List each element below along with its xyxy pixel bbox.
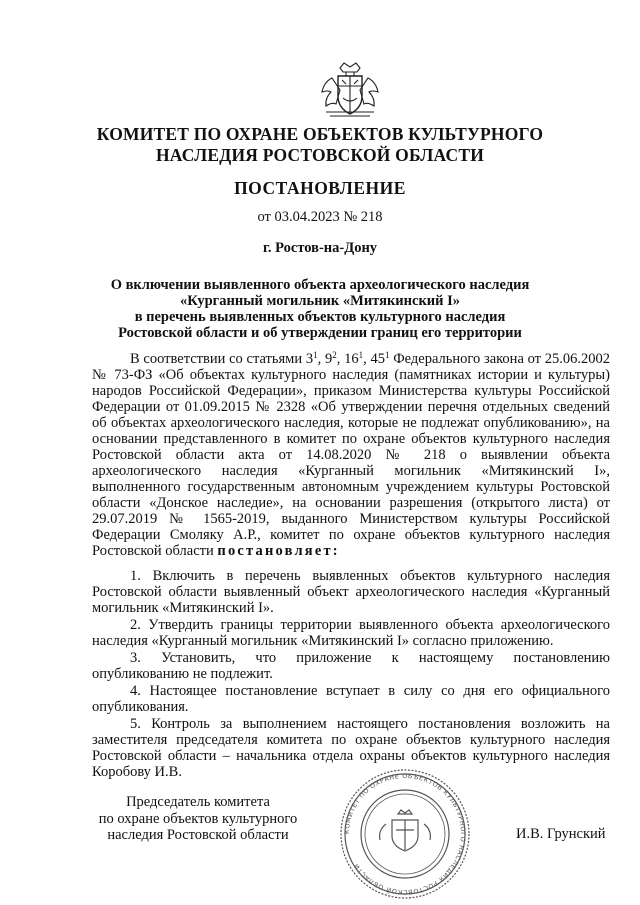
subject-line3: в перечень выявленных объектов культурного наследия [134,309,506,325]
article-superscript-1: 1 [313,350,318,360]
preamble-paragraph [92,351,610,559]
preamble-text-1: В соответствии со статьями 3 [130,351,314,367]
resolution-item-1: 1. Включить в перечень выявленных объектов культурного наследия Ростовской области выявленный объект археологического наследия «Курганный могильник «Митякинский I». [92,568,610,616]
subject-line4: Ростовской области и об утверждении границ его территории [118,325,522,341]
resolution-item-4: 4. Настоящее постановление вступает в силу со дня его официального опубликования. [92,683,610,715]
article-superscript-3: 1 [358,350,364,360]
document-subject [0,277,640,341]
resolution-item-5: 5. Контроль за выполнением настоящего постановления возложить на заместителя председателя комитета по охране объектов культурного наследия Ростовской области – начальника отдела охраны объектов культурного наследия Коробову И.В. [92,716,610,780]
preamble-text-3: , 16 [336,351,359,367]
subject-line2: «Курганный могильник «Митякинский I» [179,293,461,309]
organization-title-line2: НАСЛЕДИЯ РОСТОВСКОЙ ОБЛАСТИ [155,145,485,165]
organization-title [0,124,640,166]
organization-title-line1: КОМИТЕТ ПО ОХРАНЕ ОБЪЕКТОВ КУЛЬТУРНОГО [96,124,544,144]
preamble-text-5: Федерального закона от 25.06.2002 № 73-ФЗ «Об объектах культурного наследия (памятниках истории и культуры) народов Российской Федерации», приказом Министерства культуры Российской Федерации от 01.09.2015 № 2328 «Об утверждении перечня отдельных сведений об объектах археологического наследия, которые не подлежат опубликованию», на основании представленного в комитет по охране объектов культурного наследия Ростовской области акта от 14.08.2020 № 218 о выявлении объекта археологического наследия «Курганный могильник «Митякинский I», выполненного государственным автономным учреждением культуры Ростовской области «Донское наследие», на основании разрешения (открытого листа) от 29.07.2019 № 1565-2019, выданного Министерством культуры Российской Федерации Смоляку А.Р., комитет по охране объектов культурного наследия Ростовской области [92,351,611,559]
preamble-text-2: , 9 [317,351,333,367]
resolution-item-3: 3. Установить, что приложение к настоящему постановлению опубликованию не подлежит. [92,650,610,682]
resolution-item-2: 2. Утвердить границы территории выявленного объекта археологического наследия «Курганный могильник «Митякинский I» согласно приложению. [92,617,610,649]
signatory-position-line2: по охране объектов культурного [98,810,298,827]
coat-of-arms-icon [318,58,382,122]
article-superscript-4: 1 [384,350,390,360]
official-seal-icon [334,768,476,900]
document-date-number: от 03.04.2023 № 218 [257,209,383,225]
signatory-name: И.В. Грунский [516,826,606,842]
document-city: г. Ростов-на-Дону [262,240,378,256]
signatory-position [92,794,304,844]
preamble-text-4: , 45 [363,351,385,367]
article-superscript-2: 2 [332,350,337,360]
resolution-items [92,568,610,780]
subject-line1: О включении выявленного объекта археологического наследия [110,277,530,293]
document-type: ПОСТАНОВЛЕНИЕ [234,178,406,198]
resolves-word: постановляет: [217,543,340,559]
seal-ring-text: КОМИТЕТ ПО ОХРАНЕ ОБЪЕКТОВ КУЛЬТУРНОГО НАСЛЕДИЯ РОСТОВСКОЙ ОБЛАСТИ [342,771,468,897]
signatory-position-line3: наследия Ростовской области [107,827,289,843]
signatory-position-line1: Председатель комитета [126,794,270,810]
